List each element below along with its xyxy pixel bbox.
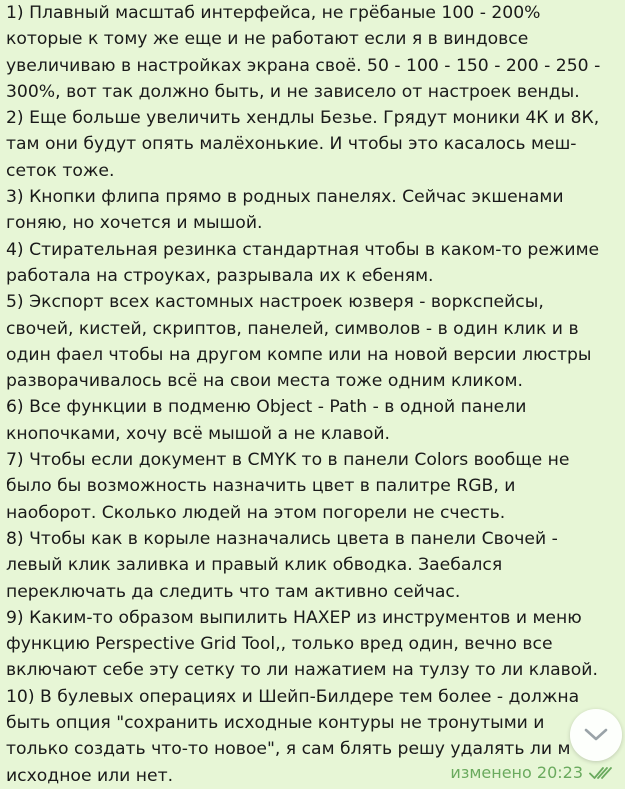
message-line: один фаел чтобы на другом компе или на новой версии люстры [6, 344, 592, 365]
message-line: 300%, вот так должно быть, и не зависело от настроек венды. [6, 81, 580, 102]
message-line: 4) Стирательная резинка стандартная чтобы в каком-то режиме [6, 239, 600, 260]
chevron-down-icon [584, 728, 608, 742]
message-line: 8) Чтобы как в корыле назначались цвета в панели Свочей - [6, 528, 558, 549]
message-line: кнопочками, хочу всё мышой а не клавой. [6, 423, 390, 444]
message-meta [450, 763, 615, 782]
message-line: левый клик заливка и правый клик обводка. Заебался [6, 555, 503, 576]
message-text [6, 0, 618, 789]
scroll-down-button[interactable] [570, 709, 622, 761]
double-check-icon [589, 765, 615, 781]
message-status: изменено 20:23 [450, 763, 583, 782]
message-line: увеличиваю в настройках экрана своё. 50 - 100 - 150 - 200 - 250 - [6, 55, 601, 76]
message-line: быть опция "сохранить исходные контуры не тронутыми и [6, 713, 545, 734]
message-line: наоборот. Сколько людей на этом погорели не счесть. [6, 502, 506, 523]
message-line: там они будут опять малёхонькие. И чтобы это касалось меш- [6, 134, 577, 155]
message-line: сеток тоже. [6, 160, 115, 181]
message-line: включают себе эту сетку то ли нажатием на тулзу то ли клавой. [6, 660, 598, 681]
message-line: 6) Все функции в подменю Object - Path - в одной панели [6, 397, 527, 418]
message-line: 3) Кнопки флипа прямо в родных панелях. Сейчас экшенами [6, 187, 564, 208]
message-line: исходное или нет. [6, 765, 174, 786]
message-line: только создать что-то новое", я сам блять решу удалять ли м [6, 739, 571, 760]
message-line: 9) Каким-то образом выпилить НАХЕР из инструментов и меню [6, 607, 582, 628]
message-line: которые к тому же еще и не работают если я в виндовсе [6, 29, 529, 50]
message-line: 7) Чтобы если документ в CMYK то в панели Colors вообще не [6, 450, 570, 471]
message-line: 2) Еще больше увеличить хендлы Безье. Грядут моники 4К и 8К, [6, 108, 600, 129]
message-line: работала на строуках, разрывала их к ебеням. [6, 265, 434, 286]
message-line: 1) Плавный масштаб интерфейса, не грёбаные 100 - 200% [6, 3, 541, 23]
message-line: 5) Экспорт всех кастомных настроек юзверя - воркспейсы, [6, 292, 544, 313]
message-line: гоняю, но хочется и мышой. [6, 213, 263, 234]
message-line: переключать да следить что там активно сейчас. [6, 581, 461, 602]
message-line: функцию Perspective Grid Tool,, только вред один, вечно все [6, 634, 553, 655]
message-line: было бы возможность назначить цвет в палитре RGB, и [6, 476, 516, 497]
message-line: 10) В булевых операциях и Шейп-Билдере тем более - должна [6, 686, 580, 707]
message-line: разворачивалось всё на свои места тоже одним кликом. [6, 371, 523, 392]
message-line: свочей, кистей, скриптов, панелей, символов - в один клик и в [6, 318, 579, 339]
